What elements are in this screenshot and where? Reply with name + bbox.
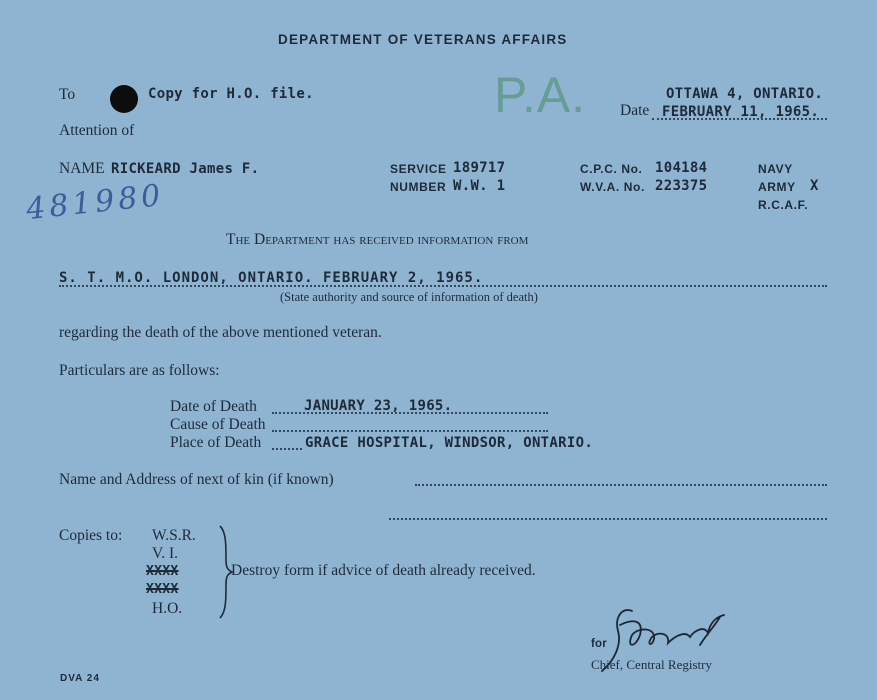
location-city: OTTAWA 4, ONTARIO. xyxy=(666,86,824,102)
service-label: SERVICE xyxy=(390,162,447,176)
date-value: FEBRUARY 11, 1965. xyxy=(662,104,820,120)
place-of-death-value: GRACE HOSPITAL, WINDSOR, ONTARIO. xyxy=(305,435,594,451)
source-value: S. T. M.O. LONDON, ONTARIO. FEBRUARY 2, 1965. xyxy=(59,270,484,286)
place-of-death-label: Place of Death xyxy=(170,434,262,451)
date-label: Date xyxy=(620,102,650,119)
attention-label: Attention of xyxy=(59,122,135,139)
next-of-kin-line-1 xyxy=(415,484,827,486)
cause-of-death-dots xyxy=(272,430,548,432)
army-check-mark: X xyxy=(810,178,819,194)
particulars-intro: Particulars are as follows: xyxy=(59,362,220,379)
place-of-death-dots xyxy=(272,448,302,450)
name-value: RICKEARD James F. xyxy=(111,161,260,177)
cpc-value: 104184 xyxy=(655,160,708,176)
copies-item-struck-1: XXXX xyxy=(146,564,179,579)
regarding-text: regarding the death of the above mentioned veteran. xyxy=(59,324,382,341)
service-number-value: 189717 xyxy=(453,160,506,176)
info-intro: The Department has received information from xyxy=(226,231,529,248)
date-of-death-value: JANUARY 23, 1965. xyxy=(304,398,453,414)
source-hint: (State authority and source of information of death) xyxy=(280,290,538,304)
copies-item-vi: V. I. xyxy=(152,545,178,562)
branch-navy: NAVY xyxy=(758,162,793,176)
war-value: W.W. 1 xyxy=(453,178,506,194)
copy-for-ho-label: Copy for H.O. file. xyxy=(148,86,314,102)
form-header-title: DEPARTMENT OF VETERANS AFFAIRS xyxy=(278,32,568,47)
date-of-death-label: Date of Death xyxy=(170,398,257,415)
copies-item-ho: H.O. xyxy=(152,600,183,617)
handwritten-file-number: 481980 xyxy=(24,177,166,228)
signature-for-label: for xyxy=(591,638,607,650)
branch-army: ARMY xyxy=(758,180,796,194)
wva-label: W.V.A. No. xyxy=(580,180,645,194)
next-of-kin-line-2 xyxy=(389,518,827,520)
branch-rcaf: R.C.A.F. xyxy=(758,198,809,212)
pa-stamp: P.A. xyxy=(494,67,587,123)
copies-note: Destroy form if advice of death already received. xyxy=(231,562,536,579)
wva-value: 223375 xyxy=(655,178,708,194)
next-of-kin-label: Name and Address of next of kin (if known) xyxy=(59,471,334,488)
to-label: To xyxy=(59,86,76,103)
cause-of-death-label: Cause of Death xyxy=(170,416,266,433)
name-label: NAME xyxy=(59,160,105,177)
copies-item-struck-2: XXXX xyxy=(146,582,179,597)
signature-title: Chief, Central Registry xyxy=(591,657,712,672)
number-label: NUMBER xyxy=(390,180,447,194)
copies-item-wsr: W.S.R. xyxy=(152,527,196,544)
form-code: DVA 24 xyxy=(60,673,100,684)
copies-label: Copies to: xyxy=(59,527,123,544)
punch-hole-icon xyxy=(110,85,138,113)
cpc-label: C.P.C. No. xyxy=(580,162,643,176)
